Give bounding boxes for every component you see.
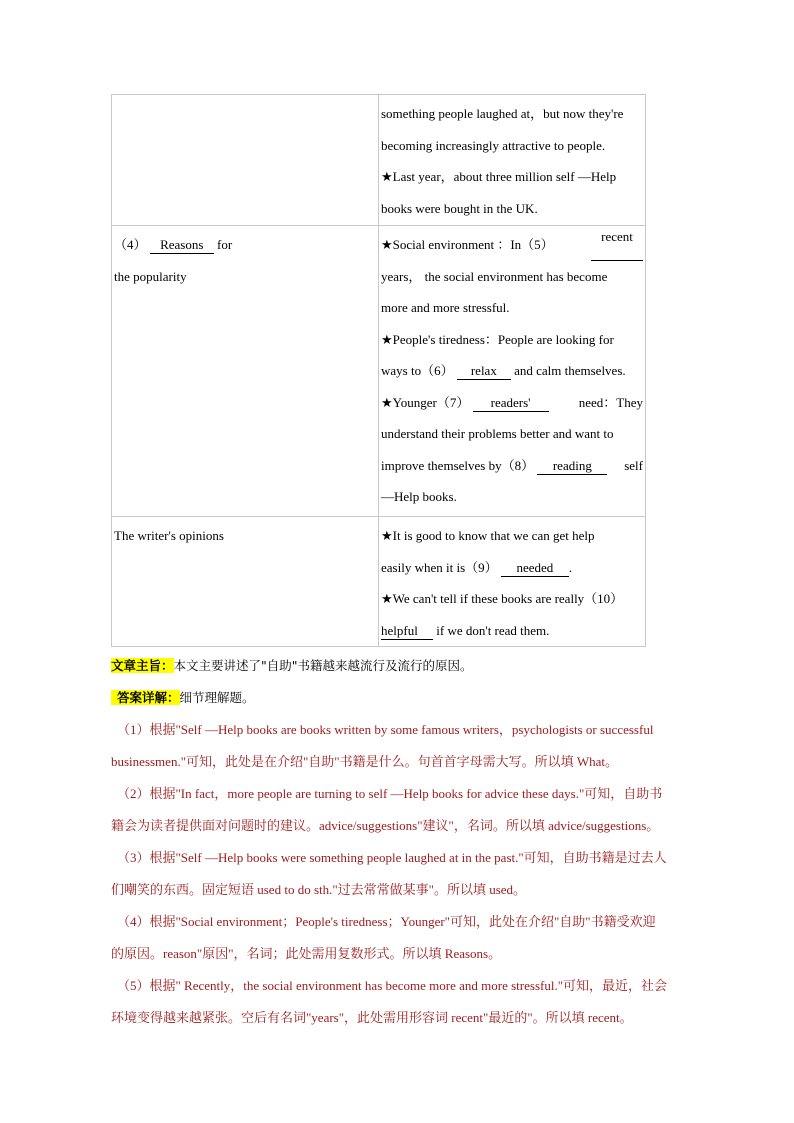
cell-line: improve themselves by（8） reading self [381,457,643,473]
answer-details [111,682,701,714]
answer-blank: readers' [473,395,549,412]
cell-line: ways to（6） relax and calm themselves. [381,363,626,378]
answer-details-text: 细节理解题。 [179,690,255,705]
explanation-line: （2）根据"In fact，more people are turning to self —Help books for advice these days."可知，自助书 [117,786,663,801]
main-idea-text: 本文主要讲述了"自助"书籍越来越流行及流行的原因。 [173,658,473,673]
table-cell-right [379,517,646,647]
cell-line: （4） Reasons for [114,237,233,252]
cell-line: ★We can't tell if these books are really（10） [381,591,624,606]
cell-line: ★It is good to know that we can get help [381,528,595,543]
cell-line: more and more stressful. [381,300,510,315]
answer-blank: recent [591,229,643,261]
main-idea [111,650,701,682]
cell-line: understand their problems better and want to [381,426,614,441]
cell-line: —Help books. [381,489,457,504]
answer-blank: reading [537,458,607,475]
table-row [112,95,646,226]
cell-line: years， the social environment has become [381,268,608,284]
answer-blank: Reasons [150,237,214,254]
table-cell-left [112,226,379,517]
explanation-line: （4）根据"Social environment；People's tiredness；Younger"可知，此处在介绍"自助"书籍受欢迎 [117,914,656,929]
cell-line: ★Last year，about three million self —Help [381,169,617,184]
explanation-line: 们嘲笑的东西。固定短语 used to do sth."过去常常做某事"。所以填 used。 [111,882,527,897]
cell-line: helpful if we don't read them. [381,622,550,638]
main-idea-label: 文章主旨： [111,658,174,673]
cell-line: ★People's tiredness：People are looking for [381,331,614,347]
table-cell-left [112,517,379,647]
explanation-line: （3）根据"Self —Help books were something people laughed at in the past."可知，自助书籍是过去人 [117,850,667,865]
explanation-line: 籍会为读者提供面对问题时的建议。advice/suggestions"建议"，名词。所以填 advice/suggestions。 [111,818,660,833]
answer-details-label: 答案详解： [111,690,180,705]
answer-blank: relax [457,363,511,380]
explanation-line: （1）根据"Self —Help books are books written by some famous writers，psychologists or successful [117,722,654,737]
cell-line: The writer's opinions [114,528,224,543]
table-row [112,517,646,647]
explanation-line: businessmen."可知，此处是在介绍"自助"书籍是什么。句首首字母需大写。所以填 What。 [111,754,619,769]
cell-line: ★Younger（7） readers' need：They [381,394,643,410]
answer-blank: helpful [381,623,433,640]
explanation-line: （5）根据" Recently，the social environment has become more and more stressful."可知，最近，社会 [117,978,667,993]
cell-line: books were bought in the UK. [381,200,538,216]
cell-line: something people laughed at，but now they're [381,106,624,121]
cell-line: ★Social environment ：In（5） recent [381,229,643,261]
explanation-line: 的原因。reason"原因"，名词；此处需用复数形式。所以填 Reasons。 [111,946,502,961]
table-cell-right [379,226,646,517]
answer-blank: needed [501,560,569,577]
answer-notes [111,650,701,1034]
summary-table [111,94,646,647]
cell-line: becoming increasingly attractive to people. [381,137,606,153]
table-cell-right [379,95,646,226]
table-cell-left [112,95,379,226]
table-row [112,226,646,517]
cell-line: the popularity [114,268,187,284]
cell-line: easily when it is（9） needed . [381,559,573,575]
explanation-line: 环境变得越来越紧张。空后有名词"years"，此处需用形容词 recent"最近的"。所以填 recent。 [111,1010,633,1025]
